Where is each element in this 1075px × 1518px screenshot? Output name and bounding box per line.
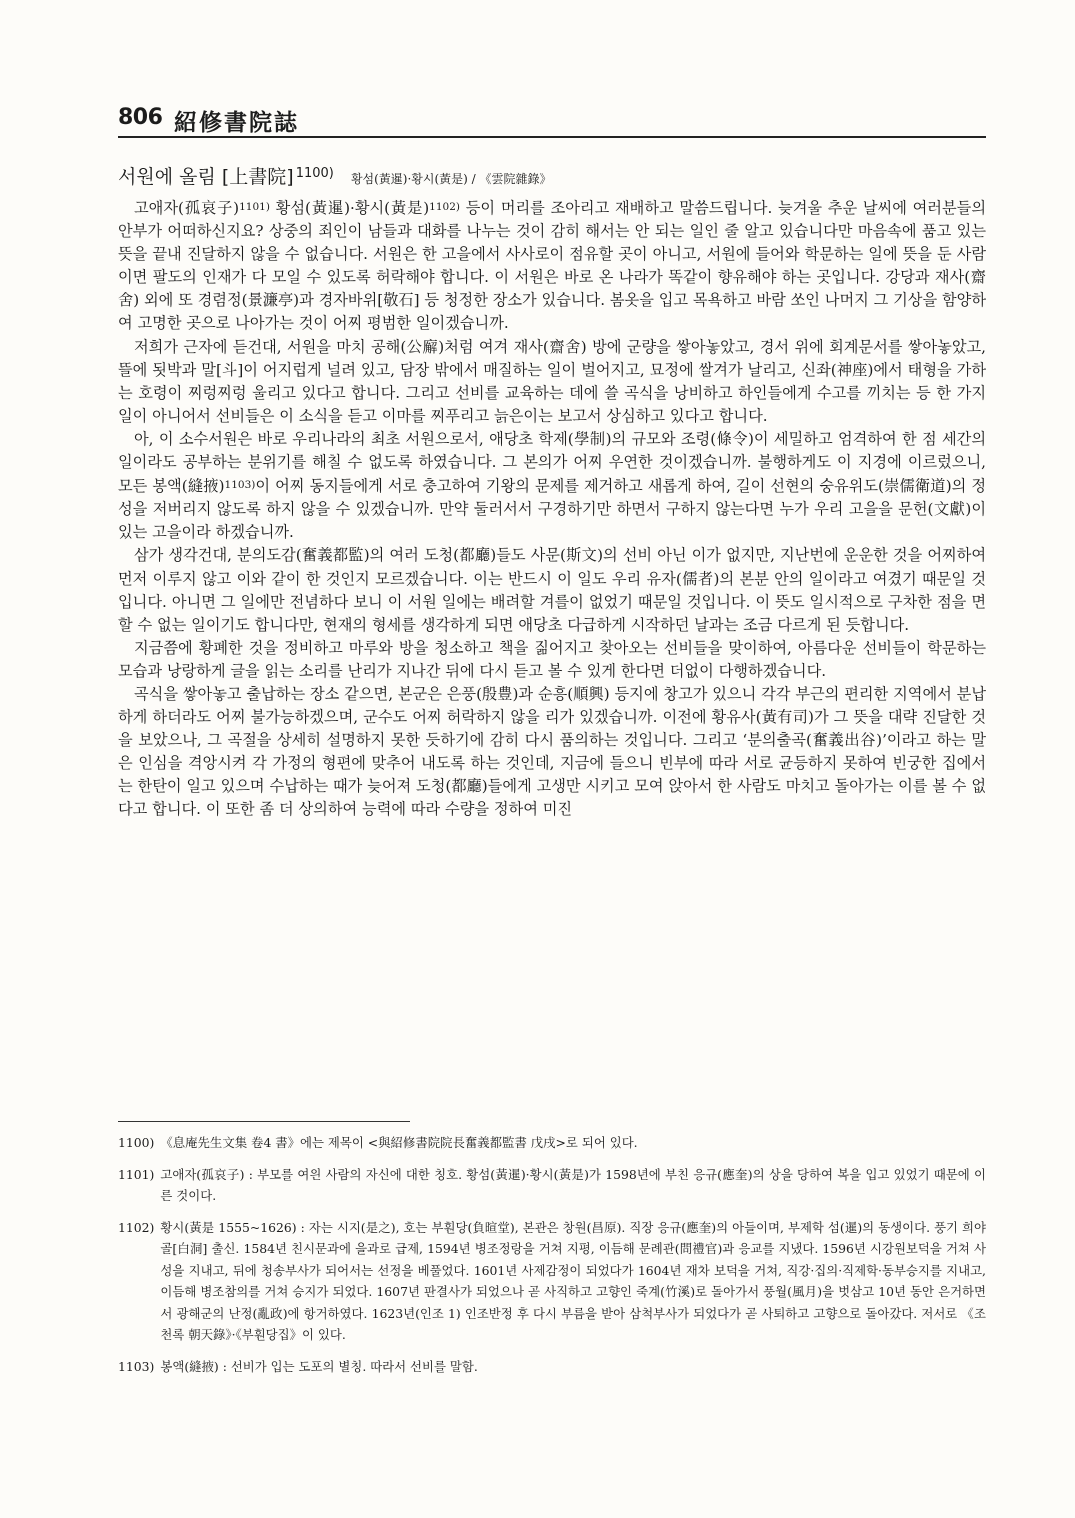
footnote-text: 봉액(縫掖) : 선비가 입는 도포의 별칭. 따라서 선비를 말함. — [160, 1358, 478, 1374]
paragraph-text: 등이 머리를 조아리고 재배하고 말씀드립니다. 늦겨울 추운 날씨에 여러분들의 안부가 어떠하신지요? 상중의 죄인이 남들과 대화를 나누는 것이 감히 해서는 안 되는 일인 줄 알고 있습니다만 마음속에 품고 있는 뜻을 끝내 진달하지 않을 수 없습니다. 서원은 한 고을에서 사사로이 점유할 곳이 아니고, 서원에 들어와 학문하는 일에 뜻을 둔 사람이면 팔도의 인재가 다 모일 수 있도록 허락해야 합니다. 이 서원은 바로 온 나라가 똑같이 향유해야 하는 곳입니다. 강당과 재사(齋舍) 외에 또 경렴정(景濂亭)과 경자바위[敬石] 등 청정한 장소가 있습니다. 봄옷을 입고 목욕하고 바람 쏘인 나머지 그 기상을 함양하여 고명한 곳으로 나아가는 것이 어찌 평범한 일이겠습니까. — [118, 199, 986, 333]
paragraph-text: 지금쯤에 황폐한 것을 정비하고 마루와 방을 청소하고 책을 짊어지고 찾아오는 선비들을 맞이하여, 아름다운 선비들이 학문하는 모습과 낭랑하게 글을 읽는 소리를 난리가 지나간 뒤에 다시 듣고 볼 수 있게 한다면 더없이 다행하겠습니다. — [118, 638, 986, 680]
paragraph — [118, 544, 986, 636]
footnote-ref: 1103) — [224, 479, 256, 492]
section-title — [118, 162, 986, 189]
footnote-ref: 1102) — [429, 201, 460, 213]
footnote-divider — [118, 1121, 410, 1122]
footnote-ref: 1100) — [295, 166, 334, 181]
paragraph — [118, 336, 986, 428]
paragraph — [118, 637, 986, 683]
footnote-number: 1103) — [118, 1358, 155, 1374]
footnote-text: 고애자(孤哀子) : 부모를 여읜 사람의 자신에 대한 칭호. 황섬(黃暹)·황시(黃是)가 1598년에 부친 응규(應奎)의 상을 당하여 복을 입고 있었기 때문에 이른 것이다. — [160, 1166, 986, 1203]
body-text — [118, 196, 986, 822]
footnote — [118, 1164, 986, 1207]
footnote-number: 1101) — [118, 1166, 155, 1182]
section-author: 황섬(黃暹)·황시(黃是) / 《雲院雜錄》 — [350, 172, 552, 186]
page-number: 806 — [118, 105, 163, 130]
paragraph-text: 저희가 근자에 듣건대, 서원을 마치 공해(公廨)처럼 여겨 재사(齋舍) 방에 군량을 쌓아놓았고, 경서 위에 회계문서를 쌓아놓았고, 뜰에 됫박과 말[斗]이 어지럽게 널려 있고, 담장 밖에서 매질하는 일이 벌어지고, 묘정에 쌀겨가 날리고, 신좌(神座)에서 태형을 가하는 호령이 찌렁찌렁 울리고 있다고 합니다. 그리고 선비를 교육하는 데에 쓸 곡식을 낭비하고 하인들에게 수고를 끼치는 등 한 가지 일이 아니어서 선비들은 이 소식을 듣고 이마를 찌푸리고 늙은이는 보고서 상심하고 있다고 합니다. — [118, 337, 986, 425]
book-title: 紹修書院誌 — [174, 109, 299, 136]
paragraph-text: 이 어찌 동지들에게 서로 충고하여 기왕의 문제를 제거하고 새롭게 하여, 길이 선현의 숭유위도(崇儒衛道)의 정성을 저버리지 않도록 하지 않을 수 있겠습니까. 만약 둘러서서 구경하기만 하면서 구하지 않는다면 누가 우리 고을을 문헌(文獻)이 있는 고을이라 하겠습니까. — [118, 477, 986, 542]
footnote — [118, 1132, 986, 1154]
footnote-text: 황시(黃是 1555~1626) : 자는 시지(是之), 호는 부훤당(負暄堂), 본관은 창원(昌原). 직장 응규(應奎)의 아들이며, 부제학 섬(暹)의 동생이다. 풍기 희야골[白洞] 출신. 1584년 친시문과에 을과로 급제, 1594년 병조정랑을 거쳐 지평, 이듬해 문례관(問禮官)과 응교를 지냈다. 1596년 시강원보덕을 거쳐 사성을 지내고, 뒤에 청송부사가 되어서는 선정을 베풀었다. 1601년 사제감정이 되었다가 1604년 재차 보덕을 거쳐, 직강·집의·직제학·동부승지를 지내고, 이듬해 병조참의를 거쳐 승지가 되었다. 1607년 판결사가 되었으나 곧 사직하고 고향인 죽계(竹溪)로 돌아가서 풍월(風月)을 벗삼고 10년 동안 은거하면서 광해군의 난정(亂政)에 항거하였다. 1623년(인조 1) 인조반정 후 다시 부름을 받아 삼척부사가 되었다가 곧 사퇴하고 고향으로 돌아갔다. 저서로 《조천록 朝天錄》·《부훤당집》이 있다. — [160, 1219, 986, 1342]
footnote-text: 《息庵先生文集 卷4 書》에는 제목이 <與紹修書院院長奮義都監書 戊戌>로 되어 있다. — [160, 1135, 638, 1150]
footnote-number: 1102) — [118, 1219, 155, 1235]
page-header — [118, 105, 986, 135]
footnote — [118, 1356, 986, 1378]
header-rule — [118, 136, 986, 138]
paragraph-text: 삼가 생각건대, 분의도감(奮義都監)의 여러 도청(都廳)들도 사문(斯文)의 선비 아닌 이가 없지만, 지난번에 운운한 것을 어찌하여 먼저 이루지 않고 이와 같이 한 것인지 모르겠습니다. 이는 반드시 이 일도 우리 유자(儒者)의 본분 안의 일이라고 여겼기 때문일 것입니다. 아니면 그 일에만 전념하다 보니 이 서원 일에는 배려할 겨를이 없었기 때문일 것입니다. 이 뜻도 일시적으로 구차한 점을 면할 수 없는 일이기도 합니다만, 현재의 형세를 생각하게 되면 애당초 다급하게 시작하던 날과는 조금 다르게 된 듯합니다. — [118, 546, 986, 634]
paragraph-text: 고애자(孤哀子) — [134, 199, 240, 217]
paragraph — [118, 683, 986, 822]
paragraph — [118, 196, 986, 336]
footnote-number: 1100) — [118, 1135, 155, 1150]
paragraph — [118, 428, 986, 544]
paragraph-text: 아, 이 소수서원은 바로 우리나라의 최초 서원으로서, 애당초 학제(學制)의 규모와 조령(條令)이 세밀하고 엄격하여 한 점 세간의 일이라도 공부하는 분위기를 해칠 수 없도록 하였습니다. 그 본의가 어찌 우연한 것이겠습니까. 불행하게도 이 지경에 이르렀으니, 모든 봉액(縫掖) — [118, 429, 986, 496]
section-title-text: 서원에 올림 [上書院] — [118, 166, 294, 188]
footnotes — [118, 1132, 986, 1387]
paragraph-text: 곡식을 쌓아놓고 출납하는 장소 같으면, 본군은 은풍(殷豊)과 순흥(順興) 등지에 창고가 있으니 각각 부근의 편리한 지역에서 분납하게 하더라도 어찌 불가능하겠으며, 군수도 어찌 허락하지 않을 리가 있겠습니까. 이전에 황유사(黃有司)가 그 뜻을 대략 진달한 것을 보았으나, 그 곡절을 상세히 설명하지 못한 듯하기에 감히 다시 품의하는 것입니다. 그리고 ‘분의출곡(奮義出谷)’이라고 하는 말은 인심을 격앙시켜 각 가정의 형편에 맞추어 내도록 하는 것인데, 지금에 들으니 빈부에 따라 서로 균등하지 못하여 빈궁한 집에서는 한탄이 일고 있으며 수납하는 때가 늦어져 도청(都廳)들에게 고생만 시키고 모여 앉아서 한 사람도 마치고 돌아가는 이를 볼 수 없다고 합니다. 이 또한 좀 더 상의하여 능력에 따라 수량을 정하여 미진 — [118, 684, 986, 819]
paragraph-text: 황섬(黃暹)·황시(黃是) — [269, 199, 430, 217]
footnote-ref: 1101) — [239, 201, 270, 213]
footnote — [118, 1217, 986, 1346]
